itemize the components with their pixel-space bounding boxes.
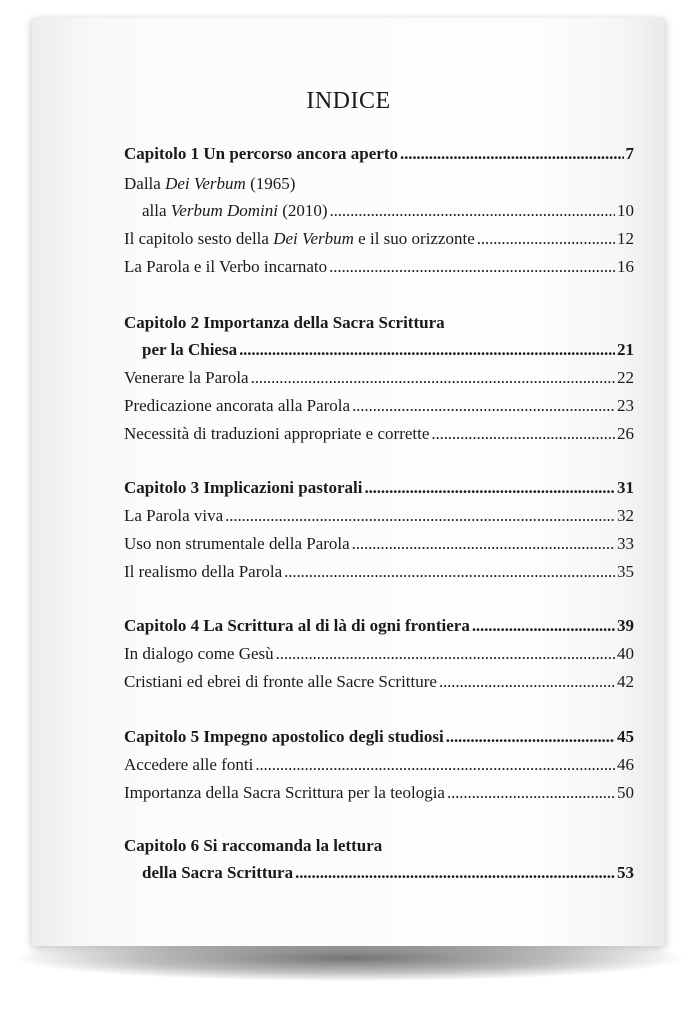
section-label: Cristiani ed ebrei di fronte alle Sacre Scritture: [124, 672, 437, 691]
chapter-5-page: 45: [617, 727, 634, 746]
section-label: Necessità di traduzioni appropriate e corrette: [124, 424, 430, 443]
toc-chapter-2-line1[interactable]: Capitolo 2 Importanza della Sacra Scrittura: [124, 313, 445, 332]
section-page: 16: [617, 257, 634, 276]
chapter-3-title: Capitolo 3 Implicazioni pastorali: [124, 478, 363, 497]
leader-dots: [472, 615, 615, 637]
leader-dots: [276, 643, 615, 665]
leader-dots: [251, 367, 615, 389]
chapter-5-title: Capitolo 5 Impegno apostolico degli studiosi: [124, 727, 444, 746]
section-page: 46: [617, 755, 634, 774]
leader-dots: [295, 862, 615, 884]
leader-dots: [255, 754, 615, 776]
section-label: Accedere alle fonti: [124, 755, 254, 774]
leader-dots: [400, 143, 623, 165]
leader-dots: [352, 533, 615, 555]
toc-chapter-1[interactable]: [124, 143, 634, 165]
leader-dots: [447, 782, 615, 804]
chapter-4-title: Capitolo 4 La Scrittura al di là di ogni frontiera: [124, 616, 470, 635]
leader-dots: [477, 228, 615, 250]
section-page: 50: [617, 783, 634, 802]
section-page: 35: [617, 562, 634, 581]
chapter-1-page: 7: [625, 144, 634, 163]
section-label: La Parola e il Verbo incarnato: [124, 257, 328, 276]
toc-chapter-6-line1[interactable]: Capitolo 6 Si raccomanda la lettura: [124, 836, 383, 855]
toc-section-2-2[interactable]: [124, 395, 634, 417]
chapter-6-title: della Sacra Scrittura: [142, 863, 294, 882]
toc-chapter-4[interactable]: [124, 615, 634, 637]
page-title: INDICE: [306, 88, 391, 114]
leader-dots: [439, 671, 615, 693]
toc-section-1-2[interactable]: [124, 228, 634, 250]
chapter-2-page: 21: [617, 340, 634, 359]
section-page: 23: [617, 396, 634, 415]
toc-section-5-1[interactable]: [124, 754, 634, 776]
toc-chapter-6[interactable]: [142, 862, 634, 884]
section-page: 33: [617, 534, 634, 553]
section-label: Il capitolo sesto della Dei Verbum e il suo orizzonte: [124, 229, 475, 248]
section-page: 12: [617, 229, 634, 248]
toc-section-4-1[interactable]: [124, 643, 634, 665]
chapter-3-page: 31: [617, 478, 634, 497]
section-label: La Parola viva: [124, 506, 224, 525]
toc-chapter-2[interactable]: [142, 339, 634, 361]
section-text: (1965): [245, 174, 296, 193]
section-label: In dialogo come Gesù: [124, 644, 274, 663]
leader-dots: [446, 726, 615, 748]
toc-chapter-5[interactable]: [124, 726, 634, 748]
leader-dots: [352, 395, 615, 417]
section-label: Predicazione ancorata alla Parola: [124, 396, 351, 415]
chapter-1-title: Capitolo 1 Un percorso ancora aperto: [124, 144, 399, 163]
section-text-italic: Dei Verbum: [165, 174, 246, 193]
book-page: [32, 18, 665, 946]
section-label: alla Verbum Domini (2010): [142, 201, 328, 220]
section-page: 42: [617, 672, 634, 691]
toc-section-2-1[interactable]: [124, 367, 634, 389]
toc-section-5-2[interactable]: [124, 782, 634, 804]
section-page: 32: [617, 506, 634, 525]
leader-dots: [330, 200, 615, 222]
toc-section-2-3[interactable]: [124, 423, 634, 445]
section-label: Venerare la Parola: [124, 368, 249, 387]
toc-section-3-2[interactable]: [124, 533, 634, 555]
toc-section-1-1-line1[interactable]: [124, 173, 295, 195]
chapter-4-page: 39: [617, 616, 634, 635]
section-label: Importanza della Sacra Scrittura per la teologia: [124, 783, 445, 802]
section-text: Dalla: [124, 174, 166, 193]
leader-dots: [431, 423, 615, 445]
leader-dots: [239, 339, 615, 361]
section-label: Il realismo della Parola: [124, 562, 283, 581]
chapter-2-title: per la Chiesa: [142, 340, 238, 359]
chapter-6-page: 53: [617, 863, 634, 882]
toc-section-1-3[interactable]: [124, 256, 634, 278]
section-page: 26: [617, 424, 634, 443]
toc-section-3-3[interactable]: [124, 561, 634, 583]
toc-chapter-3[interactable]: [124, 477, 634, 499]
leader-dots: [225, 505, 615, 527]
toc-section-3-1[interactable]: [124, 505, 634, 527]
section-page: 10: [617, 201, 634, 220]
leader-dots: [329, 256, 615, 278]
leader-dots: [284, 561, 615, 583]
toc-section-4-2[interactable]: [124, 671, 634, 693]
section-label: Uso non strumentale della Parola: [124, 534, 350, 553]
toc-section-1-1[interactable]: [142, 200, 634, 222]
section-page: 40: [617, 644, 634, 663]
section-page: 22: [617, 368, 634, 387]
leader-dots: [364, 477, 615, 499]
